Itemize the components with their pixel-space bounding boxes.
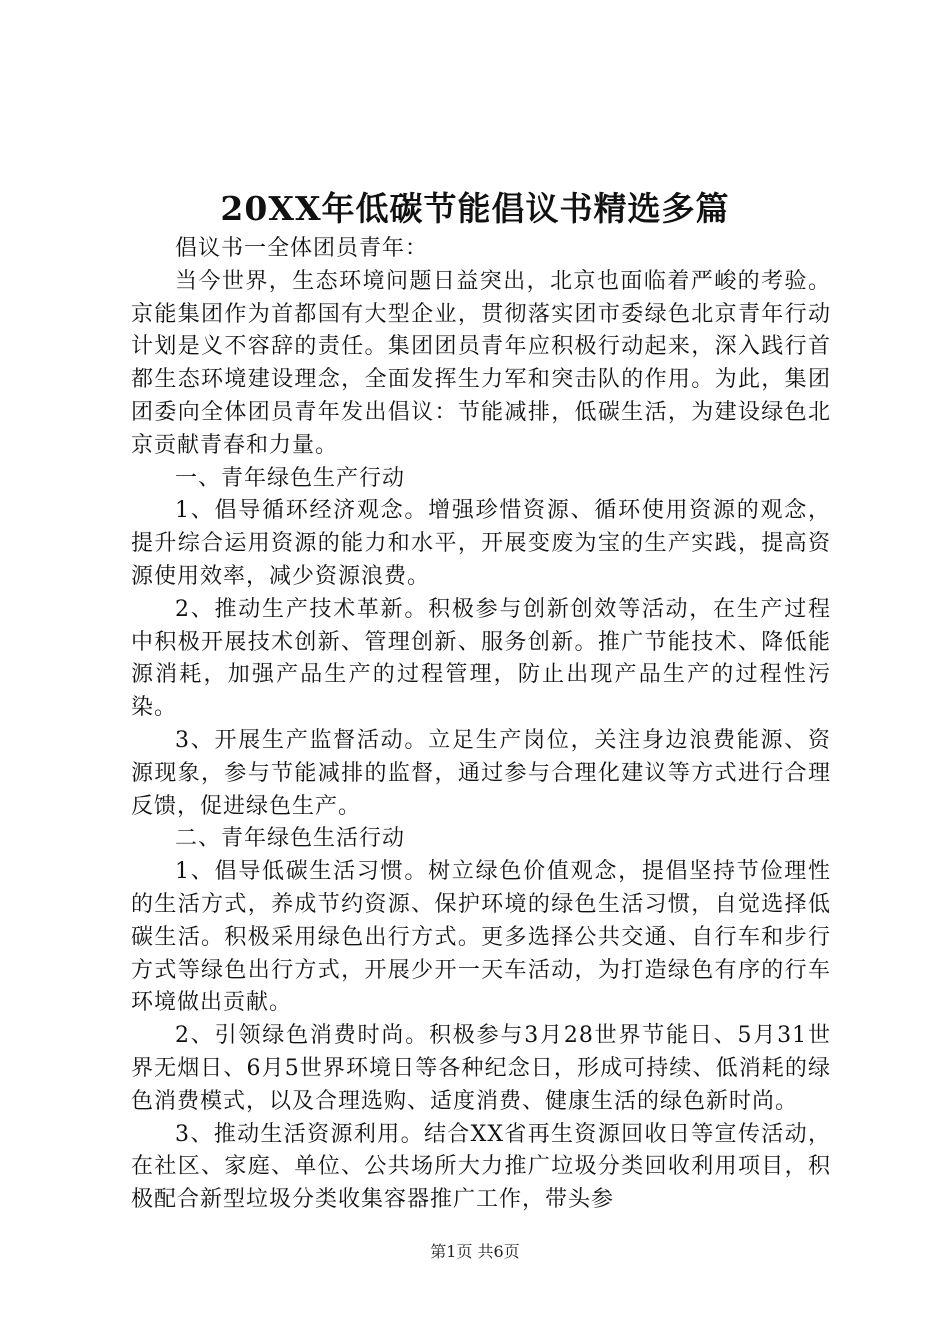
- paragraph-living-2: 2、引领绿色消费时尚。积极参与3月28世界节能日、5月31世界无烟日、6月5世界环境日等各种纪念日，形成可持续、低消耗的绿色消费模式，以及合理选购、适度消费、健康生活的绿色新时尚。: [131, 1023, 831, 1114]
- salutation: 倡议书一全体团员青年：: [175, 236, 429, 261]
- paragraph-living-1: 1、倡导低碳生活习惯。树立绿色价值观念，提倡坚持节俭理性的生活方式，养成节约资源、保护环境的绿色生活习惯，自觉选择低碳生活。积极采用绿色出行方式。更多选择公共交通、自行车和步行方式等绿色出行方式，开展少开一天车活动，为打造绿色有序的行车环境做出贡献。: [131, 859, 831, 1016]
- document-body: [131, 233, 831, 1217]
- page-footer: 第1页 共6页: [430, 1242, 520, 1261]
- section-heading-production: 一、青年绿色生产行动: [175, 465, 406, 491]
- paragraph-production-2: 2、推动生产技术革新。积极参与创新创效等活动，在生产过程中积极开展技术创新、管理创新、服务创新。推广节能技术、降低能源消耗，加强产品生产的过程管理，防止出现产品生产的过程性污染。: [131, 596, 831, 721]
- paragraph-production-3: 3、开展生产监督活动。立足生产岗位，关注身边浪费能源、资源现象，参与节能减排的监督，通过参与合理化建议等方式进行合理反馈，促进绿色生产。: [131, 727, 831, 819]
- intro-paragraph: 当今世界，生态环境问题日益突出，北京也面临着严峻的考验。京能集团作为首都国有大型企业，贯彻落实团市委绿色北京青年行动计划是义不容辞的责任。集团团员青年应积极行动起来，深入践行首都生态环境建设理念，全面发挥生力军和突击队的作用。为此，集团团委向全体团员青年发出倡议：节能减排，低碳生活，为建设绿色北京贡献青春和力量。: [131, 268, 831, 458]
- paragraph-living-3: 3、推动生活资源利用。结合XX省再生资源回收日等宣传活动，在社区、家庭、单位、公共场所大力推广垃圾分类回收利用项目，积极配合新型垃圾分类收集容器推广工作，带头参: [131, 1121, 831, 1213]
- document-title: 20XX年低碳节能倡议书精选多篇: [220, 189, 730, 228]
- section-heading-living: 二、青年绿色生活行动: [175, 826, 406, 852]
- paragraph-production-1: 1、倡导循环经济观念。增强珍惜资源、循环使用资源的观念，提升综合运用资源的能力和水平，开展变废为宝的生产实践，提高资源使用效率，减少资源浪费。: [131, 498, 831, 589]
